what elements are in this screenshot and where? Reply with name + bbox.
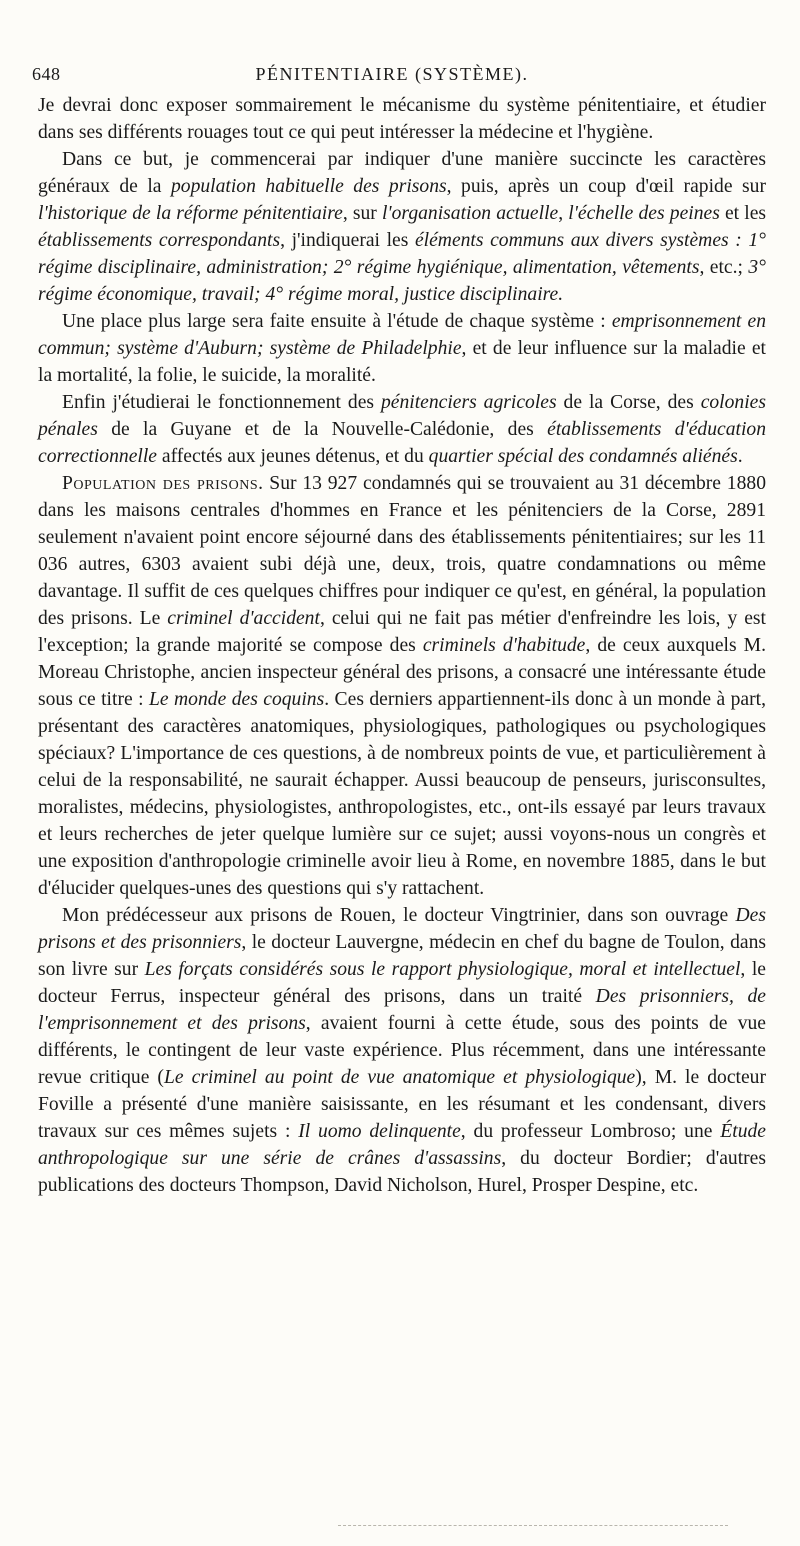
text-run: Enfin j'étudierai le fonctionnement des (62, 392, 381, 413)
italic-run: Étude anthropologique sur une série de crânes d'assassins (38, 1121, 766, 1169)
page-number: 648 (32, 64, 61, 84)
footer-rule (338, 1525, 728, 1526)
text-run: , et de leur influence sur la maladie et la mortalité, la folie, le suicide, la moralité. (38, 338, 766, 386)
text-run: , j'indiquerai les (280, 230, 415, 251)
italic-run: emprisonnement en commun; système d'Auburn; système de Philadelphie (38, 311, 766, 359)
text-run: , le docteur Lauvergne, médecin en chef du bagne de Toulon, dans son livre sur (38, 932, 766, 980)
italic-run: 3° régime économique, travail; 4° régime moral, justice disciplinaire. (38, 257, 766, 305)
text-run: Mon prédécesseur aux prisons de Rouen, le docteur Vingtrinier, dans son ouvrage (62, 905, 736, 926)
italic-run: criminel d'accident (167, 608, 320, 629)
italic-run: Les forçats considérés sous le rapport physiologique, moral et intellectuel (144, 959, 741, 980)
text-run: Dans ce but, je commencerai par indiquer d'une manière succincte les caractères généraux de la (38, 149, 766, 197)
text-run: , puis, après un coup d'œil rapide sur (446, 176, 766, 197)
section-heading: Population des prisons. (62, 473, 264, 494)
text-run: Sur 13 927 condamnés qui se trouvaient au 31 décembre 1880 dans les maisons centrales d'hommes en France et les pénitenciers de la Corse, 2891 seulement n'avaient point encore séjourné dans des établissements pénitentiaires; sur les 11 036 autres, 6303 avaient subi déjà une, deux, trois, quatre condamnations ou même davantage. Il suffit de ces quelques chiffres pour indiquer ce qu'est, en général, la population des prisons. Le (38, 473, 766, 629)
italic-run: éléments communs aux divers systèmes : 1° régime disciplinaire, administration; 2° régime hygiénique, alimentation, vêtements (38, 230, 766, 278)
paragraph-intro (38, 92, 766, 146)
italic-run: Le criminel au point de vue anatomique et physiologique (163, 1067, 636, 1088)
text-run: affectés aux jeunes détenus, et du (156, 446, 429, 467)
text-run: , de ceux auxquels M. Moreau Christophe, ancien inspecteur général des prisons, a consacré une intéressante étude sous ce titre : (38, 635, 766, 710)
italic-run: établissements correspondants (38, 230, 281, 251)
text-run: Je devrai donc exposer sommairement le mécanisme du système pénitentiaire, et étudier dans ses différents rouages tout ce qui peut intéresser la médecine et l'hygiène. (38, 95, 766, 143)
paragraph-systems (38, 308, 766, 389)
paragraph-penitenciers (38, 389, 766, 470)
italic-run: population habituelle des prisons (170, 176, 447, 197)
text-run: de la Corse, des (556, 392, 701, 413)
text-run: , etc.; (699, 257, 749, 278)
italic-run: pénitenciers agricoles (380, 392, 557, 413)
body-text (38, 92, 766, 1199)
italic-run: l'échelle des peines (568, 203, 720, 224)
italic-run: colonies pénales (38, 392, 766, 440)
text-run: et les (719, 203, 767, 224)
text-run: . Ces derniers appartiennent-ils donc à un monde à part, présentant des caractères anatomiques, physiologiques, pathologiques ou psychologiques spéciaux? L'importance de ces questions, à de nombreux points de vue, et particulièrement à celui de la responsabilité, ne saurait échapper. Aussi beaucoup de penseurs, jurisconsultes, moralistes, médecins, physiologistes, anthropologistes, etc., ont-ils essayé par leurs travaux et leurs recherches de jeter quelque lumière sur ce sujet; aussi voyons-nous un congrès et une exposition d'anthropologie criminelle avoir lieu à Rome, en novembre 1885, dans le but d'élucider quelques-unes des questions qui s'y rattachent. (38, 689, 766, 899)
paragraph-plan (38, 146, 766, 308)
text-run: , le docteur Ferrus, inspecteur général des prisons, dans un traité (38, 959, 766, 1007)
italic-run: l'organisation actuelle (381, 203, 559, 224)
running-title: PÉNITENTIAIRE (SYSTÈME). (255, 64, 529, 84)
italic-run: Il uomo delinquente (298, 1121, 461, 1142)
italic-run: criminels d'habitude (422, 635, 586, 656)
italic-run: Le monde des coquins (149, 689, 325, 710)
paragraph-population (38, 470, 766, 902)
italic-run: quartier spécial des condamnés aliénés (428, 446, 738, 467)
italic-run: l'historique de la réforme pénitentiaire (38, 203, 343, 224)
text-run: , du docteur Bordier; d'autres publications des docteurs Thompson, David Nicholson, Hurel, Prosper Despine, etc. (38, 1148, 767, 1196)
text-run: . (737, 446, 743, 467)
italic-run: Des prisonniers, de l'emprisonnement et des prisons (38, 986, 767, 1034)
text-run: , sur (342, 203, 382, 224)
text-run: de la Guyane et de la Nouvelle-Calédonie, des (97, 419, 548, 440)
text-run: ), M. le docteur Foville a présenté d'une manière saisissante, en les résumant et les condensant, divers travaux sur ces mêmes sujets : (38, 1067, 766, 1142)
text-run: Une place plus large sera faite ensuite à l'étude de chaque système : (62, 311, 612, 332)
italic-run: établissements d'éducation correctionnelle (38, 419, 767, 467)
text-run: , celui qui ne fait pas métier d'enfreindre les lois, y est l'exception; la grande majorité se compose des (38, 608, 766, 656)
text-run: , du professeur Lombroso; une (460, 1121, 721, 1142)
text-run: , avaient fourni à cette étude, sous des points de vue différents, le contingent de leur vaste expérience. Plus récemment, dans une intéressante revue critique ( (38, 1013, 766, 1088)
paragraph-predecessor (38, 902, 766, 1199)
italic-run: Des prisons et des prisonniers (38, 905, 766, 953)
text-run: , (558, 203, 569, 224)
running-header (32, 64, 752, 92)
